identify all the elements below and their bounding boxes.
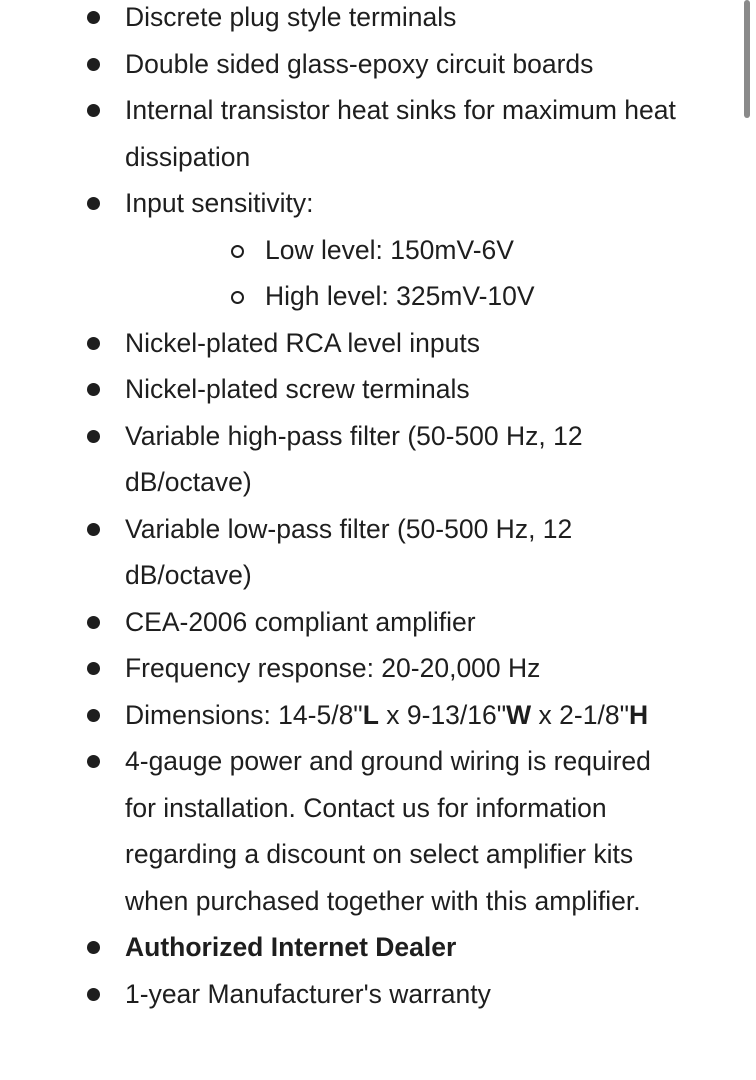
dimensions-middle-2: x 2-1/8" (531, 699, 629, 730)
list-item-text: Variable low-pass filter (50-500 Hz, 12 dB/octave) (125, 513, 573, 590)
list-item-text: Input sensitivity: (125, 188, 314, 218)
list-item (0, 599, 685, 646)
list-item (0, 645, 685, 692)
sub-list-item (125, 273, 685, 320)
list-item-text: 4-gauge power and ground wiring is required for installation. Contact us for information regarding a discount on select amplifier kits when purchased together with this amplifier. (125, 746, 651, 916)
sub-list-item-text: Low level: 150mV-6V (265, 234, 514, 265)
list-item-text: Double sided glass-epoxy circuit boards (125, 48, 594, 79)
list-item-text: Variable high-pass filter (50-500 Hz, 12 dB/octave) (125, 420, 583, 497)
sub-list-item-text: High level: 325mV-10V (265, 281, 535, 311)
list-item (0, 738, 685, 924)
scrollbar-thumb[interactable] (744, 0, 750, 118)
sub-list (125, 227, 685, 320)
list-item (0, 180, 685, 320)
dimensions-middle: x 9-13/16" (378, 699, 507, 730)
list-item-text: Nickel-plated screw terminals (125, 374, 470, 404)
list-item-text: CEA-2006 compliant amplifier (125, 606, 476, 637)
list-item (0, 924, 685, 971)
list-item (0, 320, 685, 367)
dimensions-prefix: Dimensions: 14-5/8" (125, 699, 363, 730)
list-item (0, 87, 685, 180)
list-item (0, 41, 725, 88)
list-item (0, 366, 685, 413)
list-item (0, 413, 685, 506)
list-item-text: Discrete plug style terminals (125, 2, 457, 32)
dimensions-width-unit: W (506, 699, 532, 730)
dimensions-length-unit: L (362, 699, 379, 730)
list-item-text: 1-year Manufacturer's warranty (125, 978, 491, 1009)
list-item-dimensions (0, 692, 725, 739)
list-item-text: Frequency response: 20-20,000 Hz (125, 653, 541, 683)
list-item (0, 971, 685, 1018)
list-item (0, 506, 685, 599)
dealer-text: Authorized Internet Dealer (125, 932, 457, 962)
list-item (0, 0, 685, 41)
dimensions-height-unit: H (628, 699, 649, 730)
list-item-text: Nickel-plated RCA level inputs (125, 327, 480, 358)
list-item-text: Internal transistor heat sinks for maximum heat dissipation (125, 95, 676, 172)
sub-list-item (125, 227, 685, 274)
